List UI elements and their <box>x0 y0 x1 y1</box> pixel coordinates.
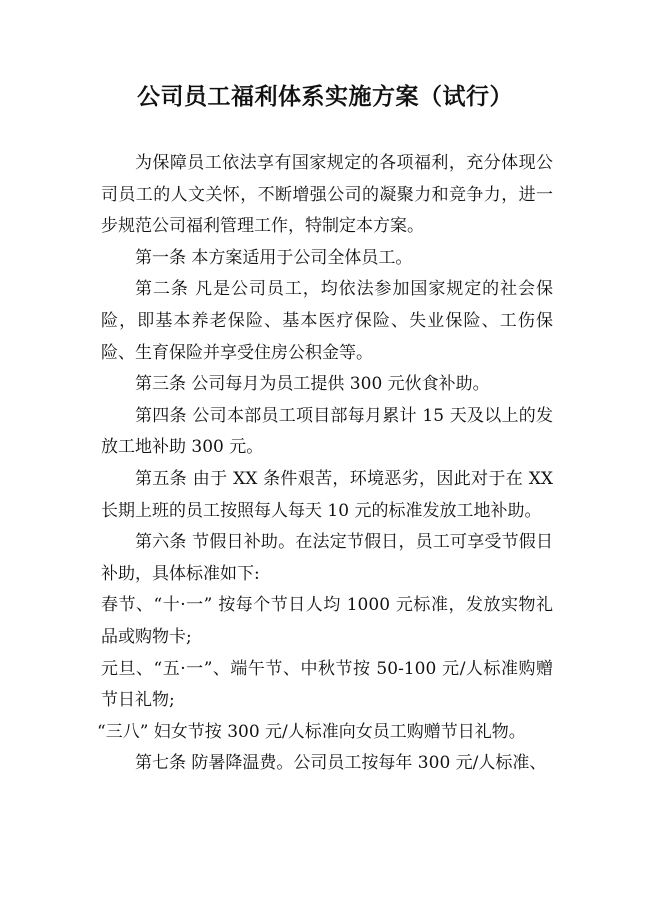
paragraph-spring-festival: 春节、“十·一” 按每个节日人均 1000 元标准，发放实物礼品或购物卡; <box>101 595 553 647</box>
paragraph-article-7: 第七条 防暑降温费。公司员工按每年 300 元/人标准、 <box>135 753 547 774</box>
paragraph-article-3: 第三条 公司每月为员工提供 300 元伙食补助。 <box>135 374 490 395</box>
paragraph-new-year: 元旦、“五·一”、端午节、中秋节按 50-100 元/人标准购赠节日礼物; <box>101 658 553 711</box>
document-title: 公司员工福利体系实施方案（试行） <box>137 84 513 110</box>
paragraph-article-4: 第四条 公司本部员工项目部每月累计 15 天及以上的发放工地补助 300 元。 <box>101 405 553 458</box>
paragraph-article-1: 第一条 本方案适用于公司全体员工。 <box>135 247 413 268</box>
document-body <box>97 148 553 780</box>
paragraph-preamble: 为保障员工依法享有国家规定的各项福利，充分体现公司员工的人文关怀，不断增强公司的凝聚力和竞争力，进一步规范公司福利管理工作，特制定本方案。 <box>101 153 553 237</box>
paragraph-article-2: 第二条 凡是公司员工，均依法参加国家规定的社会保险，即基本养老保险、基本医疗保险、失业保险、工伤保险、生育保险并享受住房公积金等。 <box>101 279 553 363</box>
paragraph-article-5: 第五条 由于 XX 条件艰苦，环境恶劣，因此对于在 XX 长期上班的员工按照每人每天 10 元的标准发放工地补助。 <box>101 468 553 521</box>
paragraph-article-6: 第六条 节假日补助。在法定节假日，员工可享受节假日补助，具体标准如下: <box>101 532 553 584</box>
paragraph-womens-day: “三八” 妇女节按 300 元/人标准向女员工购赠节日礼物。 <box>97 721 526 742</box>
